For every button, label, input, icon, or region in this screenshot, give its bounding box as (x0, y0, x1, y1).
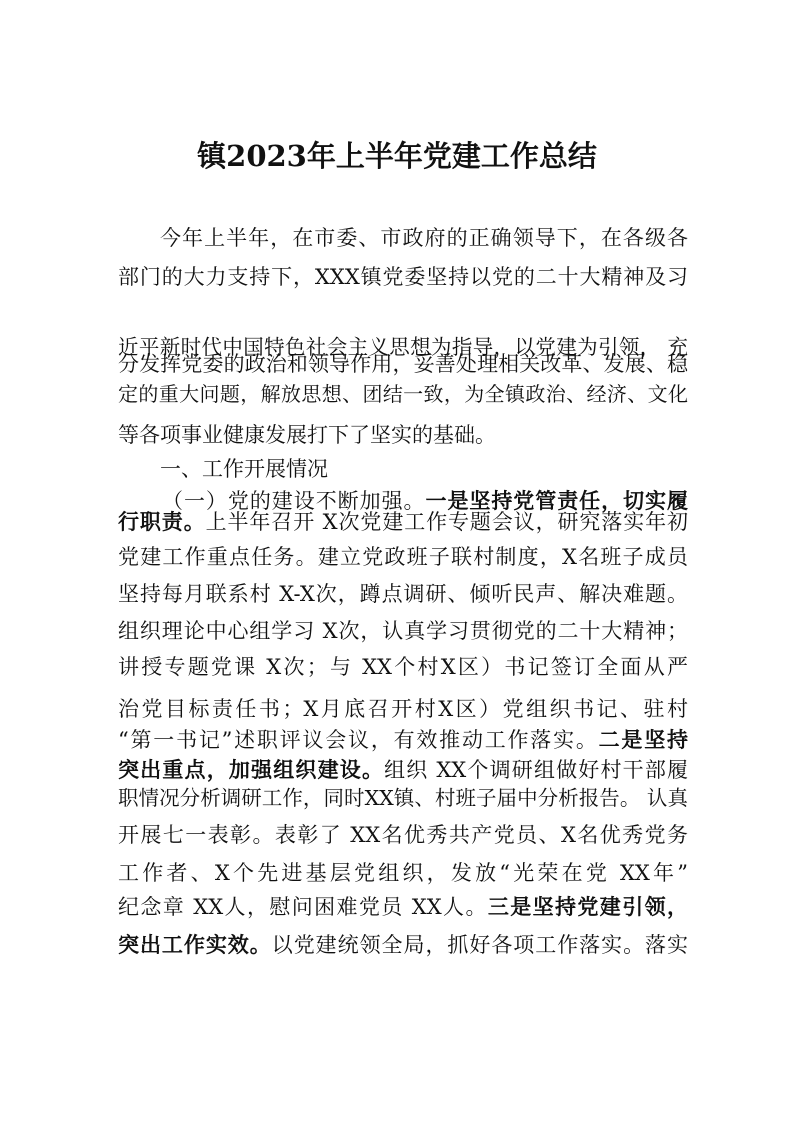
body-line (118, 893, 688, 921)
text-segment: 一、工作开展情况 (160, 457, 328, 481)
text-segment: 等各项事业健康发展打下了坚实的基础。 (118, 423, 496, 447)
text-segment: 部门的大力支持下，XXX镇党委坚持以党的二十大精神及习 (118, 265, 688, 289)
body-line (118, 756, 688, 784)
body-line (160, 224, 688, 252)
body-line (118, 350, 688, 378)
text-segment: 组织 XX个调研组做好村干部履 (384, 758, 688, 782)
text-segment: 分发挥党委的政治和领导作用，妥善处理相关改革、发展、稳 (118, 352, 688, 376)
text-segment: （一）党的建设不断加强。 (162, 489, 426, 513)
text-segment: 党建工作重点任务。建立党政班子联村制度，X名班子成员 (118, 545, 688, 569)
body-line (118, 859, 688, 887)
body-line (118, 580, 688, 608)
body-line (118, 617, 688, 645)
text-segment: 组织理论中心组学习 X次，认真学习贯彻党的二十大精神； (118, 619, 688, 643)
body-line (118, 543, 688, 571)
text-segment: 开展七一表彰。表彰了 XX名优秀共产党员、X名优秀党务 (118, 823, 688, 847)
bold-phrase: 突出重点，加强组织建设。 (118, 758, 385, 782)
document-title: 镇2023年上半年党建工作总结 (197, 139, 597, 173)
bold-phrase: 二是坚持 (598, 728, 688, 752)
bold-phrase: 一是坚持党管责任，切实履 (425, 489, 689, 513)
text-segment: 定的重大问题，解放思想、团结一致，为全镇政治、经济、文化 (118, 382, 688, 406)
text-segment: 以党建统领全局，抓好各项工作落实。落实 (271, 933, 689, 957)
text-segment: 工作者、X个先进基层党组织，发放“光荣在党 XX年” (118, 861, 688, 885)
body-line (118, 695, 688, 723)
text-segment: 坚持每月联系村 X-X次，蹲点调研、倾听民声、解决难题。 (118, 582, 688, 606)
text-segment: 纪念章 XX人，慰问困难党员 XX人。 (118, 895, 488, 919)
body-line (118, 421, 688, 449)
body-line (118, 263, 688, 291)
bold-phrase: 行职责。 (118, 510, 206, 534)
text-segment: 职情况分析调研工作，同时XX镇、村班子届中分析报告。 认真 (118, 786, 688, 810)
text-segment: 今年上半年，在市委、市政府的正确领导下，在各级各 (160, 226, 688, 250)
bold-phrase: 三是坚持党建引领， (487, 895, 688, 919)
bold-phrase: 突出工作实效。 (118, 933, 272, 957)
body-line (118, 653, 688, 681)
text-segment: 近平新时代中国特色社会主义思想为指导，以党建为引领， 充 (118, 335, 688, 359)
body-line (118, 931, 688, 959)
text-segment: 讲授专题党课 X次；与 XX个村X区）书记签订全面从严 (118, 655, 688, 679)
body-line (118, 821, 688, 849)
text-segment: “第一书记”述职评议会议，有效推动工作落实。 (118, 728, 599, 752)
body-line (118, 380, 688, 408)
text-segment: 上半年召开 X次党建工作专题会议，研究落实年初 (205, 510, 689, 534)
body-line (118, 508, 688, 536)
body-line (118, 726, 688, 754)
body-line (118, 784, 688, 812)
text-segment: 治党目标责任书；X月底召开村X区）党组织书记、驻村 (118, 697, 688, 721)
body-line (160, 455, 730, 483)
